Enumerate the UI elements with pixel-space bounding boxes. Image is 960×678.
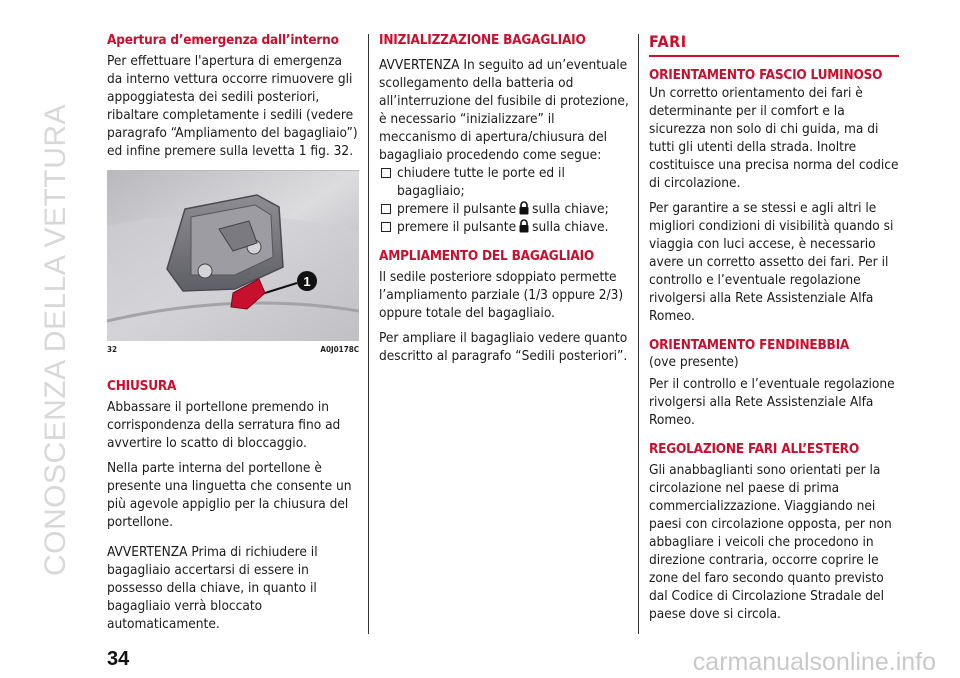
- list-item: chiudere tutte le porte ed il bagagliaio;: [379, 164, 629, 200]
- paragraph: Per garantire a se stessi e agli altri le migliori condizioni di visibilità quando si viaggia con luci accese, è necessario avere un corretto assetto dei fari. Per il controllo e l’eventuale regolazione rivolgersi alla Rete Assistenziale Alfa Romeo.: [649, 200, 894, 324]
- list-item: premere il pulsante sulla chiave;: [379, 200, 629, 218]
- heading-orientamento-fascio: ORIENTAMENTO FASCIO LUMINOSO: [649, 67, 883, 83]
- checkbox-bullet-icon: [381, 168, 391, 178]
- paragraph: Il sedile posteriore sdoppiato permette l’ampliamento parziale (1/3 oppure 2/3) oppure totale del bagagliaio.: [379, 269, 624, 321]
- heading-inizializzazione: INIZIALIZZAZIONE BAGAGLIAIO: [379, 32, 586, 48]
- svg-text:1: 1: [303, 274, 311, 289]
- paragraph: Per effettuare l'apertura di emergenza da interno vettura occorre rimuovere gli appoggiatesta dei sedili posteriori, ribaltare completamente i sedili (vedere paragrafo “Ampliamento del bagagliaio”) ed infine premere sulla levetta 1 fig. 32.: [107, 53, 358, 159]
- column-divider: [638, 34, 639, 634]
- paragraph-avvertenza: AVVERTENZA Prima di richiudere il bagagliaio accertarsi di essere in possesso della chiave, in quanto il bagagliaio verrà bloccato automaticamente.: [107, 544, 318, 632]
- checkbox-bullet-icon: [381, 222, 391, 232]
- section-title-fari: FARI: [649, 32, 687, 51]
- paragraph: Gli anabbaglianti sono orientati per la circolazione nel paese di prima commercializzazione. Viaggiando nei paesi con circolazione opposta, per non abbagliare i veicoli che procedono in direzione contraria, occorre coprire le zone del faro secondo quanto previsto dal Codice di Circolazione Stradale del paese dove si circola.: [649, 462, 892, 622]
- paragraph: Per il controllo e l’eventuale regolazione rivolgersi alla Rete Assistenziale Alfa Romeo.: [649, 376, 895, 428]
- column-1: [107, 32, 359, 640]
- watermark: carmanualsonline.info: [692, 648, 936, 676]
- figure-caption: [107, 345, 359, 354]
- section-side-title: CONOSCENZA DELLA VETTURA: [39, 103, 72, 577]
- page-number: 34: [107, 648, 130, 670]
- paragraph: Un corretto orientamento dei fari è determinante per il comfort e la sicurezza non solo di chi guida, ma di tutti gli utenti della strada. Inoltre costituisce una precisa norma del codice di circolazione.: [649, 85, 899, 191]
- heading-orientamento-fendinebbia: ORIENTAMENTO FENDINEBBIA: [649, 337, 850, 353]
- section-divider: [649, 55, 899, 57]
- column-2: [379, 32, 629, 372]
- column-divider: [368, 34, 369, 634]
- heading-ampliamento: AMPLIAMENTO DEL BAGAGLIAIO: [379, 248, 595, 264]
- paragraph: Abbassare il portellone premendo in corrispondenza della serratura fino ad avvertire lo scatto di bloccaggio.: [107, 399, 341, 451]
- heading-chiusura: CHIUSURA: [107, 378, 177, 394]
- trunk-latch-illustration: [107, 171, 359, 341]
- paragraph-avvertenza: AVVERTENZA In seguito ad un’eventuale scollegamento della batteria od all’interruzione del fusibile di protezione, è necessario “inizializzare” il meccanismo di apertura/chiusura del bagagliaio procedendo come segue:: [379, 57, 629, 163]
- figure-number: 32: [107, 345, 118, 354]
- heading-regolazione-estero: REGOLAZIONE FARI ALL’ESTERO: [649, 441, 859, 457]
- figure-code: A0J0178C: [320, 345, 359, 354]
- paragraph: Nella parte interna del portellone è presente una linguetta che consente un più agevole appiglio per la chiusura del portellone.: [107, 460, 352, 530]
- heading-note: (ove presente): [649, 354, 739, 370]
- checkbox-bullet-icon: [381, 204, 391, 214]
- lock-icon: [518, 201, 530, 215]
- paragraph: Per ampliare il bagagliaio vedere quanto descritto al paragrafo “Sedili posteriori”.: [379, 330, 628, 364]
- figure-32-image: [107, 170, 359, 341]
- list-item: premere il pulsante sulla chiave.: [379, 218, 629, 236]
- column-3: [649, 32, 899, 630]
- heading-apertura-emergenza: Apertura d’emergenza dall’interno: [107, 32, 339, 48]
- lock-icon: [518, 219, 530, 233]
